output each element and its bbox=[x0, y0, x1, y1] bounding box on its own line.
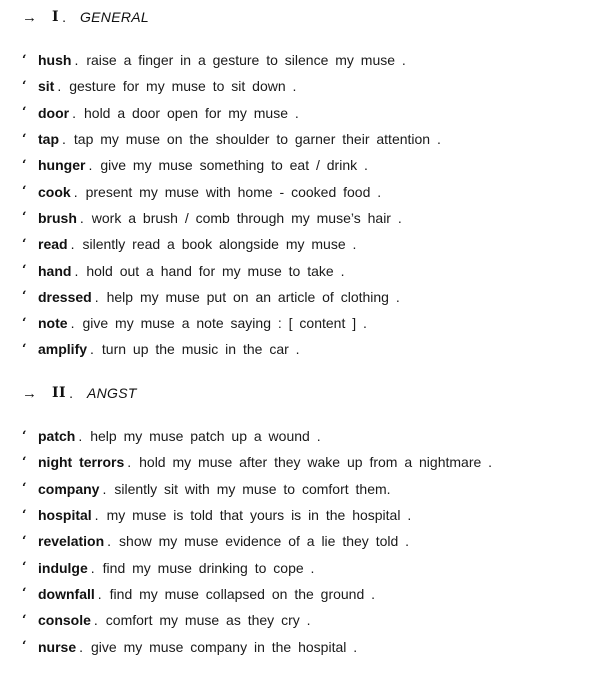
bullet-icon: ‘ bbox=[22, 612, 27, 628]
prompt-description: find my muse collapsed on the ground . bbox=[109, 585, 376, 602]
bullet-icon: ‘ bbox=[22, 639, 27, 655]
prompt-description: tap my muse on the shoulder to garner their attention . bbox=[73, 131, 441, 148]
prompt-description: hold my muse after they wake up from a nightmare . bbox=[139, 454, 493, 471]
prompt-description: give my muse a note saying : [ content ] . bbox=[82, 315, 367, 332]
prompt-description: present my muse with home - cooked food . bbox=[85, 183, 382, 200]
prompt-description: hold a door open for my muse . bbox=[84, 104, 299, 121]
separator: . bbox=[74, 52, 79, 69]
prompt-description: hold out a hand for my muse to take . bbox=[86, 262, 345, 279]
section-numeral: II bbox=[52, 385, 67, 401]
separator: . bbox=[73, 183, 78, 200]
prompt-description: work a brush / comb through my muse’s hair . bbox=[91, 209, 402, 226]
bullet-icon: ‘ bbox=[22, 78, 27, 94]
section-heading-angst bbox=[22, 382, 137, 404]
separator: . bbox=[102, 480, 107, 497]
list-item bbox=[22, 633, 492, 659]
list-item bbox=[22, 257, 441, 283]
separator: . bbox=[97, 585, 102, 602]
list-item bbox=[22, 528, 492, 554]
bullet-icon: ‘ bbox=[22, 454, 27, 470]
bullet-icon: ‘ bbox=[22, 105, 27, 121]
separator: . bbox=[57, 78, 62, 95]
prompt-description: find my muse drinking to cope . bbox=[102, 559, 315, 576]
bullet-icon: ‘ bbox=[22, 52, 27, 68]
prompt-description: comfort my muse as they cry . bbox=[105, 612, 311, 629]
prompt-keyword: note bbox=[38, 315, 68, 332]
bullet-icon: ‘ bbox=[22, 210, 27, 226]
list-item bbox=[22, 336, 441, 362]
bullet-icon: ‘ bbox=[22, 586, 27, 602]
list-item bbox=[22, 100, 441, 126]
prompt-keyword: revelation bbox=[38, 533, 105, 550]
section-title: GENERAL bbox=[79, 9, 149, 25]
prompt-description: turn up the music in the car . bbox=[101, 341, 300, 358]
prompt-keyword: hunger bbox=[38, 157, 86, 174]
prompt-keyword: amplify bbox=[38, 341, 88, 358]
prompt-description: gesture for my muse to sit down . bbox=[69, 78, 297, 95]
list-item bbox=[22, 310, 441, 336]
prompt-keyword: sit bbox=[38, 78, 55, 95]
separator: . bbox=[127, 454, 132, 471]
separator: . bbox=[72, 104, 76, 121]
list-item bbox=[22, 581, 492, 607]
separator: . bbox=[94, 507, 99, 524]
section-title: ANGST bbox=[87, 385, 137, 401]
prompt-description: silently sit with my muse to comfort them. bbox=[114, 480, 391, 497]
prompt-keyword: patch bbox=[38, 428, 76, 445]
prompt-keyword: company bbox=[38, 480, 100, 497]
prompt-keyword: hand bbox=[38, 262, 72, 279]
bullet-icon: ‘ bbox=[22, 428, 27, 444]
list-item bbox=[22, 178, 441, 204]
list-item bbox=[22, 126, 441, 152]
prompt-description: help my muse put on an article of clothing . bbox=[106, 288, 400, 305]
bullet-icon: ‘ bbox=[22, 560, 27, 576]
separator: . bbox=[70, 236, 75, 253]
prompt-description: give my muse something to eat / drink . bbox=[100, 157, 368, 174]
section-heading-general bbox=[22, 6, 149, 28]
list-item bbox=[22, 554, 492, 580]
separator: . bbox=[62, 131, 66, 148]
bullet-icon: ‘ bbox=[22, 157, 27, 173]
bullet-icon: ‘ bbox=[22, 533, 27, 549]
list-item bbox=[22, 502, 492, 528]
bullet-icon: ‘ bbox=[22, 315, 27, 331]
prompt-keyword: cook bbox=[38, 183, 71, 200]
separator: . bbox=[74, 262, 79, 279]
bullet-icon: ‘ bbox=[22, 236, 27, 252]
bullet-icon: ‘ bbox=[22, 507, 27, 523]
separator: . bbox=[107, 533, 112, 550]
list-item bbox=[22, 231, 441, 257]
prompt-keyword: downfall bbox=[38, 585, 95, 602]
prompt-list-angst bbox=[22, 423, 492, 660]
separator: . bbox=[70, 315, 75, 332]
prompt-keyword: nurse bbox=[38, 638, 77, 655]
prompt-description: show my muse evidence of a lie they told . bbox=[119, 533, 410, 550]
section-numeral-dot: . bbox=[69, 385, 73, 401]
list-item bbox=[22, 476, 492, 502]
prompt-keyword: indulge bbox=[38, 559, 88, 576]
separator: . bbox=[78, 428, 83, 445]
separator: . bbox=[93, 612, 98, 629]
separator: . bbox=[94, 288, 99, 305]
bullet-icon: ‘ bbox=[22, 131, 27, 147]
prompt-keyword: night terrors bbox=[38, 454, 125, 471]
prompt-list-general bbox=[22, 47, 441, 363]
separator: . bbox=[90, 341, 94, 358]
bullet-icon: ‘ bbox=[22, 184, 27, 200]
bullet-icon: ‘ bbox=[22, 289, 27, 305]
list-item bbox=[22, 152, 441, 178]
separator: . bbox=[79, 638, 84, 655]
separator: . bbox=[88, 157, 93, 174]
bullet-icon: ‘ bbox=[22, 263, 27, 279]
bullet-icon: ‘ bbox=[22, 481, 27, 497]
prompt-keyword: brush bbox=[38, 209, 77, 226]
prompt-keyword: read bbox=[38, 236, 68, 253]
list-item bbox=[22, 205, 441, 231]
prompt-keyword: dressed bbox=[38, 288, 92, 305]
prompt-description: raise a finger in a gesture to silence my muse . bbox=[86, 52, 406, 69]
prompt-keyword: door bbox=[38, 104, 70, 121]
prompt-description: silently read a book alongside my muse . bbox=[82, 236, 357, 253]
separator: . bbox=[79, 209, 84, 226]
bullet-icon: ‘ bbox=[22, 341, 27, 357]
list-item bbox=[22, 449, 492, 475]
section-numeral-dot: . bbox=[62, 9, 66, 25]
list-item bbox=[22, 607, 492, 633]
prompt-keyword: hush bbox=[38, 52, 72, 69]
list-item bbox=[22, 284, 441, 310]
list-item bbox=[22, 73, 441, 99]
prompt-keyword: tap bbox=[38, 131, 59, 148]
separator: . bbox=[90, 559, 95, 576]
prompt-description: my muse is told that yours is in the hospital . bbox=[106, 507, 412, 524]
prompt-keyword: console bbox=[38, 612, 91, 629]
list-item bbox=[22, 47, 441, 73]
prompt-description: help my muse patch up a wound . bbox=[90, 428, 321, 445]
section-numeral: I bbox=[52, 9, 60, 25]
arrow-icon: → bbox=[22, 384, 37, 402]
prompt-keyword: hospital bbox=[38, 507, 92, 524]
list-item bbox=[22, 423, 492, 449]
arrow-icon: → bbox=[22, 8, 37, 26]
prompt-description: give my muse company in the hospital . bbox=[91, 638, 358, 655]
